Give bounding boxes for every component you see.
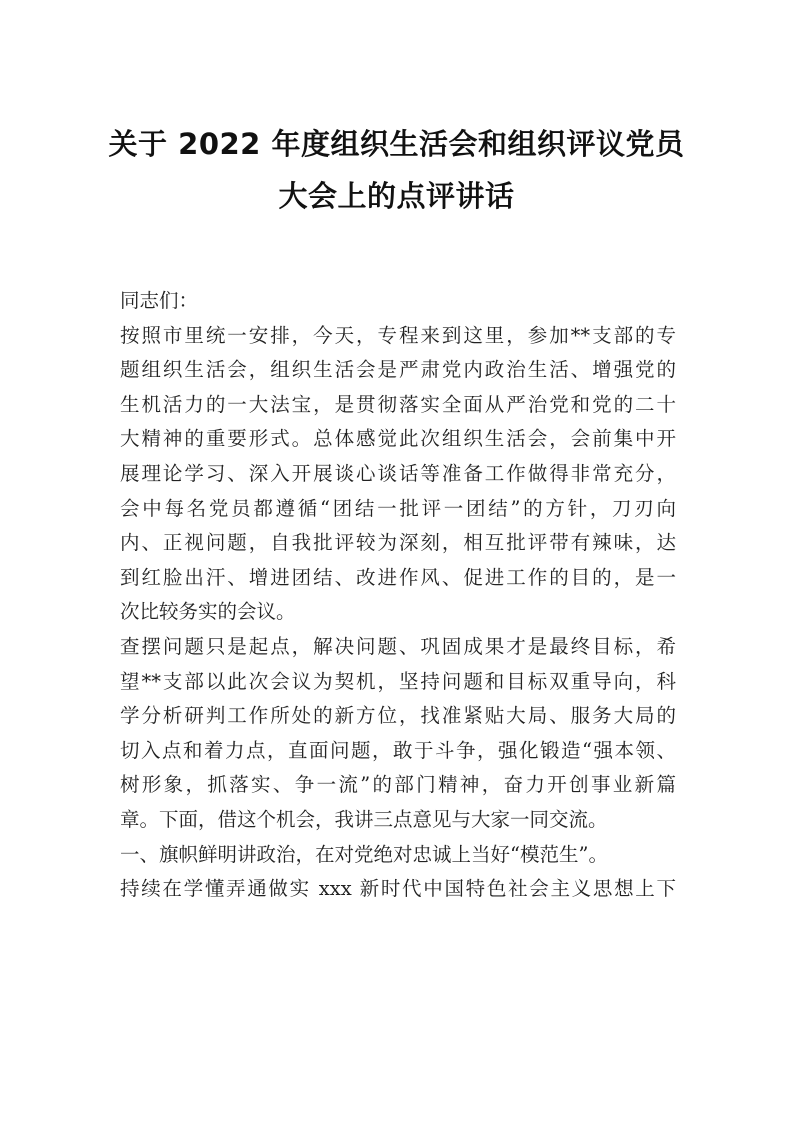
body-text-line: 树形象，抓落实、争一流”的部门精神，奋力开创事业新篇 — [120, 773, 676, 797]
document-body — [120, 284, 676, 907]
body-text-line: 持续在学懂弄通做实 xxx 新时代中国特色社会主义思想上下 — [120, 877, 676, 901]
body-text-line: 按照市里统一安排，今天，专程来到这里，参加**支部的专 — [120, 323, 676, 347]
body-text-line: 章。下面，借这个机会，我讲三点意见与大家一同交流。 — [120, 807, 608, 831]
body-text-line: 学分析研判工作所处的新方位，找准紧贴大局、服务大局的 — [120, 704, 676, 728]
body-text-line: 大精神的重要形式。总体感觉此次组织生活会，会前集中开 — [120, 427, 676, 451]
body-text-line: 展理论学习、深入开展谈心谈话等准备工作做得非常充分， — [120, 461, 676, 485]
body-text-line: 切入点和着力点，直面问题，敢于斗争，强化锻造“强本领、 — [120, 738, 676, 762]
body-text-line: 内、正视问题，自我批评较为深刻，相互批评带有辣味，达 — [120, 531, 676, 555]
body-text-line: 会中每名党员都遵循“团结一批评一团结”的方针，刀刃向 — [120, 496, 676, 520]
body-text-line: 生机活力的一大法宝，是贯彻落实全面从严治党和党的二十 — [120, 392, 676, 416]
salutation-line: 同志们： — [120, 289, 199, 312]
body-text-line: 到红脸出汗、增进团结、改进作风、促进工作的目的，是一 — [120, 565, 676, 589]
body-text-line: 查摆问题只是起点，解决问题、巩固成果才是最终目标，希 — [120, 634, 676, 658]
body-text-line: 题组织生活会，组织生活会是严肃党内政治生活、增强党的 — [120, 358, 676, 382]
body-text-line: 一、旗帜鲜明讲政治，在对党绝对忠诚上当好“模范生”。 — [120, 842, 608, 866]
title-line-1: 关于 2022 年度组织生活会和组织评议党员 — [108, 127, 685, 161]
body-text-line: 望**支部以此次会议为契机，坚持问题和目标双重导向，科 — [120, 669, 676, 693]
title-line-2: 大会上的点评讲话 — [278, 179, 515, 213]
document-title — [100, 118, 693, 222]
body-text-line: 次比较务实的会议。 — [120, 600, 296, 624]
